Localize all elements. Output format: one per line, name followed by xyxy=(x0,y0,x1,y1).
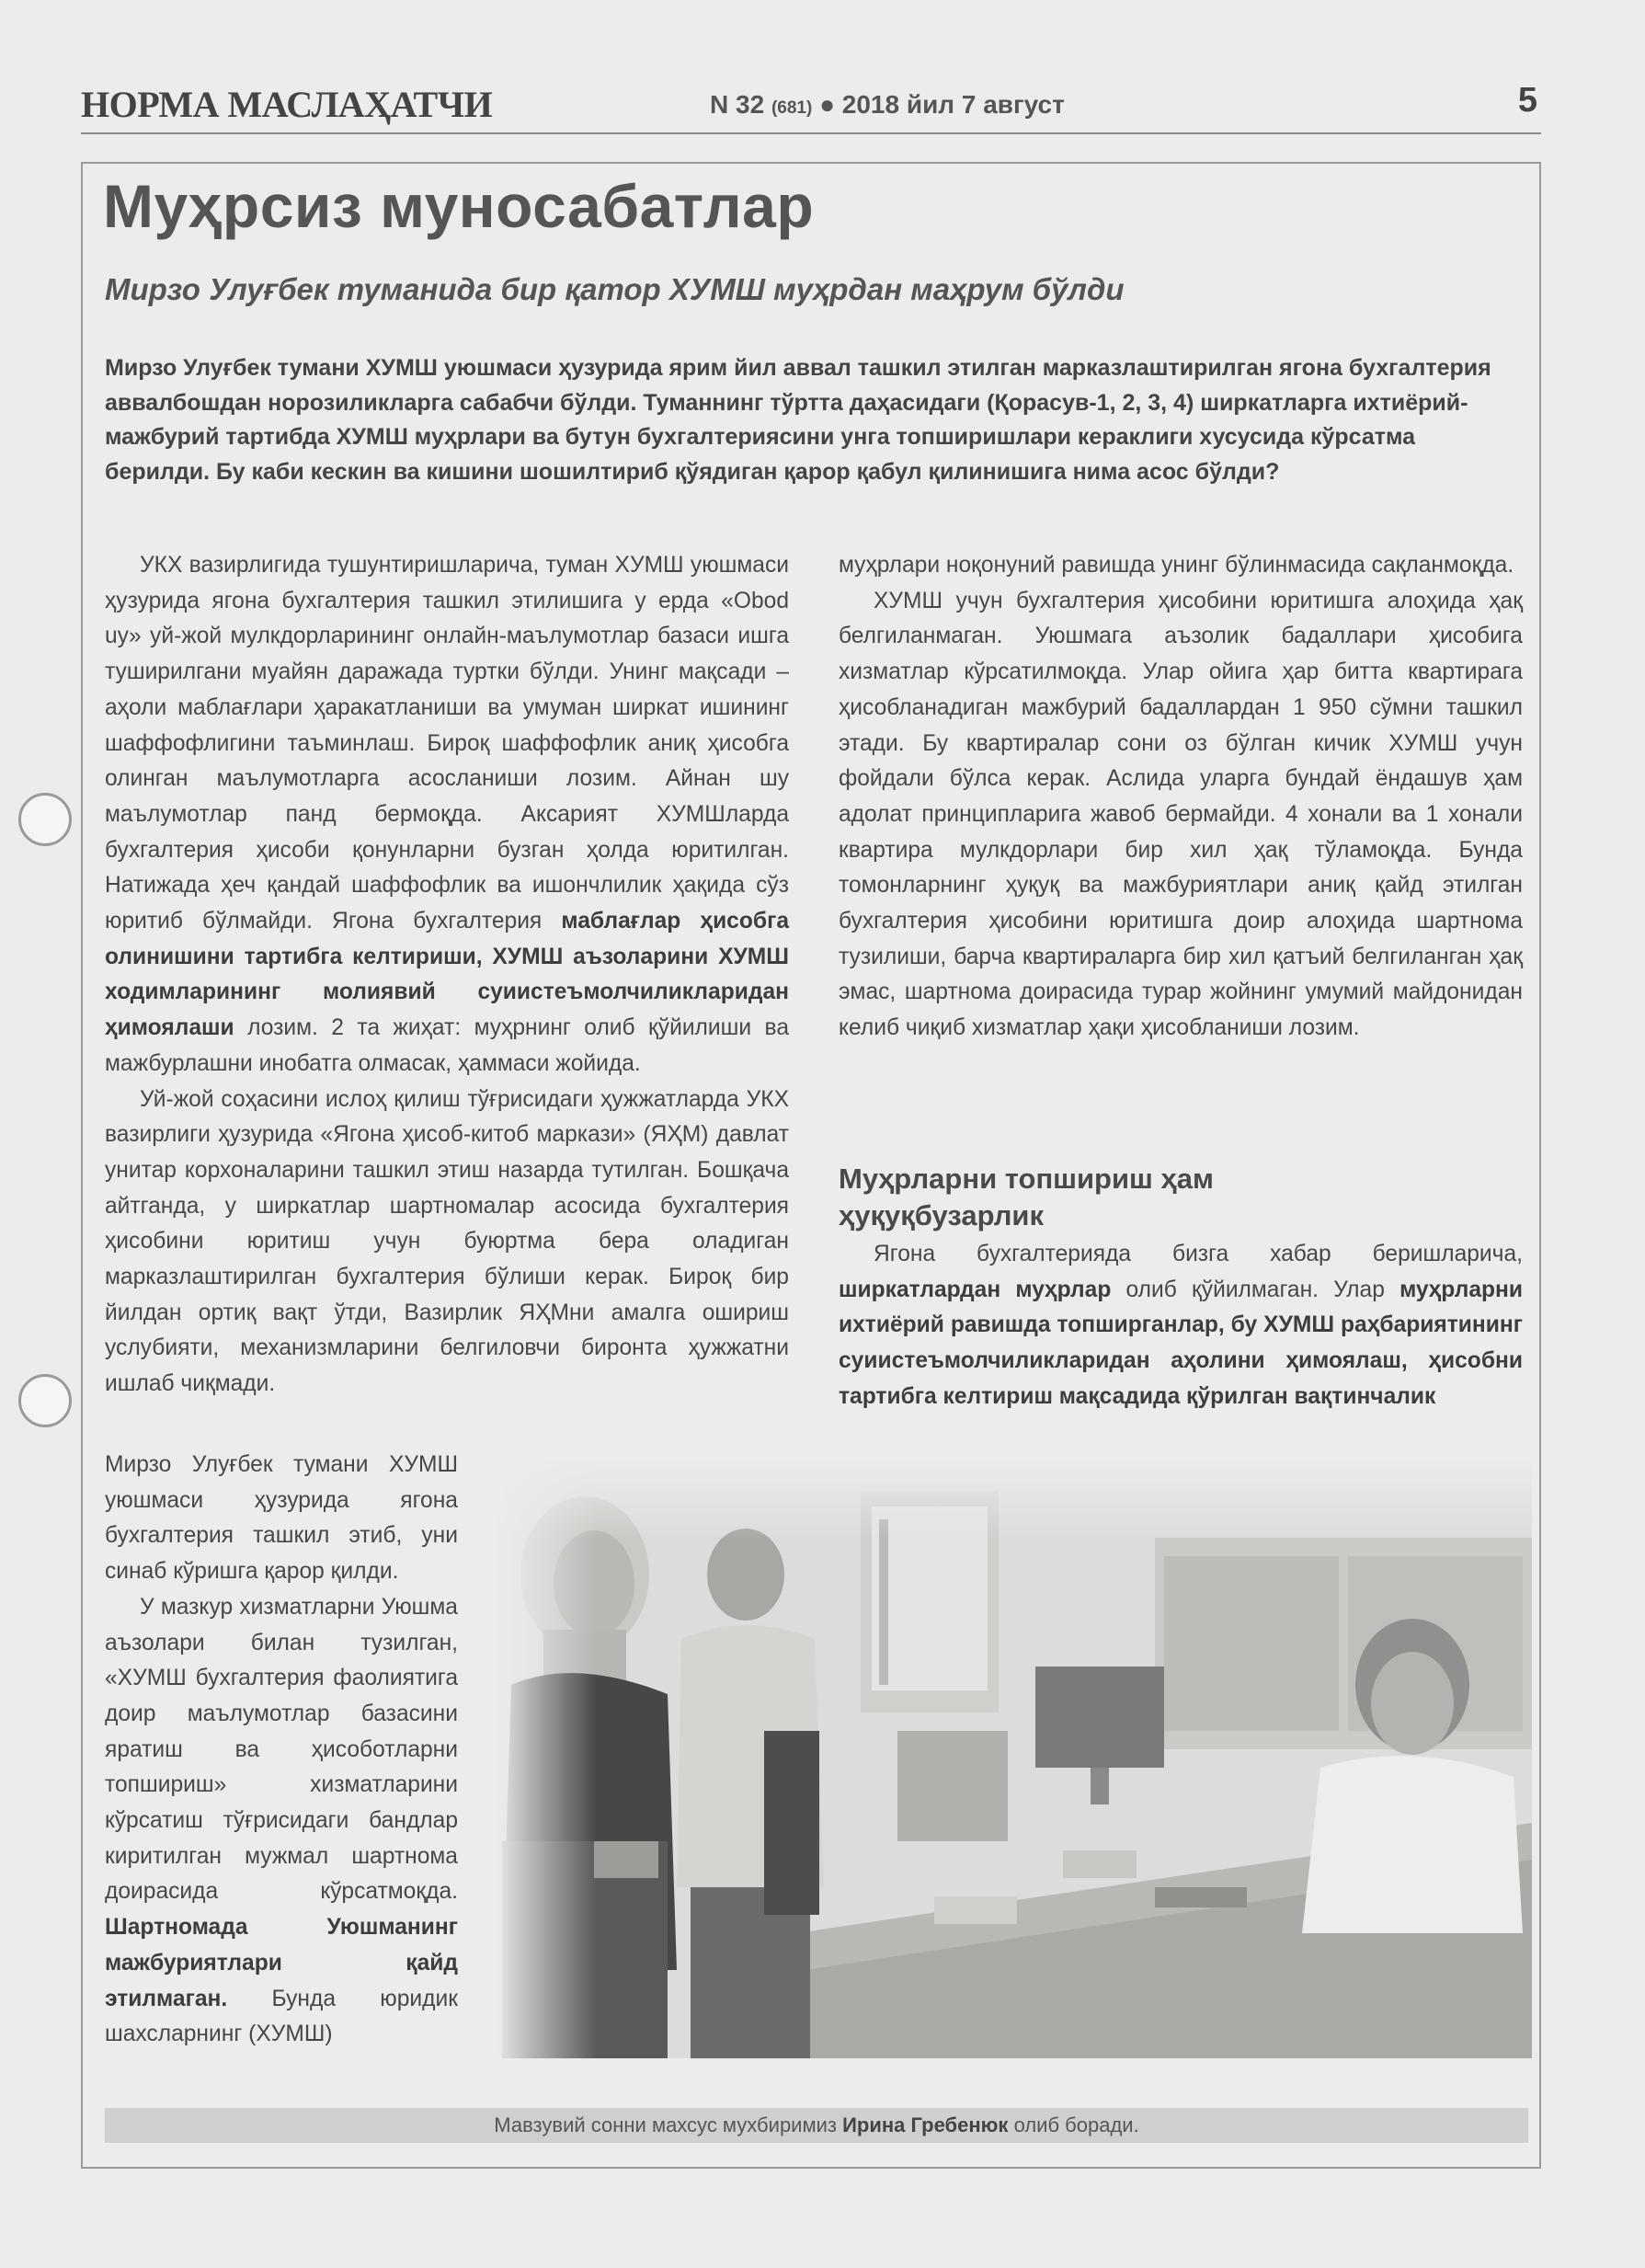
page-number: 5 xyxy=(1517,81,1537,120)
article-subtitle: Мирзо Улуғбек туманида бир қатор ХУМШ муҳрдан маҳрум бўлди xyxy=(105,272,1125,306)
right-column-section xyxy=(839,1237,1523,1415)
left-paragraph-2-end: Мирзо Улуғбек тумани ХУМШ уюшмаси ҳузурида ягона бухгалтерия ташкил этиб, уни синаб кўришга қарор қилди. xyxy=(105,1452,458,1585)
office-photo xyxy=(493,1455,1532,2058)
left-paragraph-1: УКХ вазирлигида тушунтиришларича, туман ХУМШ уюшмаси ҳузурида ягона бухгалтерия ташкил этилишига у ерда «Obod uy» уй-жой мулкдорларининг онлайн-маълумотлар базаси ишга туширилгани муайян даражада туртки бўлди. Унинг мақсади – аҳоли маблағлари ҳаракатланиши ва умуман ширкат ишининг шаффофлигини таъминлаш. Бироқ шаффофлик аниқ ҳисобга олинган маълумотларга асосланиши лозим. Айнан шу маълумотлар панд бермоқда. Аксарият ХУМШларда бухгалтерия ҳисоби қонунларни бузган ҳолда юритилган. Натижада ҳеч қандай шаффофлик ва ишончлилик ҳақида сўз юритиб бўлмайди. Ягона бухгалтерия маблағлар ҳисобга олинишини тартибга келтириши, ХУМШ аъзоларини ХУМШ ходимларининг молиявий суиистеъмолчиликларидан ҳимоялаши лозим. 2 та жиҳат: муҳрнинг олиб қўйилиши ва мажбурлашни инобатга олмасак, ҳаммаси жойида. xyxy=(105,553,789,1076)
article-lead: Мирзо Улуғбек тумани ХУМШ уюшмаси ҳузурида ярим йил аввал ташкил этилган марказлаштирилган ягона бухгалтерия аввалбошдан норозиликларга сабабчи бўлди. Туманнинг тўртта даҳасидаги (Қорасув-1, 2, 3, 4) ширкатларга ихтиёрий-мажбурий тартибда ХУМШ муҳрлари ва бутун бухгалтериясини унга топширишлари кераклиги хусусида кўрсатма берилди. Бу каби кескин ва кишини шошилтириб қўядиган қарор қабул қилинишига нима асос бўлди? xyxy=(105,355,1491,485)
photo-caption: Мавзувий сонни махсус мухбиримиз Ирина Гребенюк олиб боради. xyxy=(105,2108,1528,2143)
right-column xyxy=(839,548,1523,1047)
left-column xyxy=(105,548,789,1403)
issue-line xyxy=(710,90,1065,120)
issue-date: 2018 йил 7 август xyxy=(841,90,1065,119)
right-paragraph-1: муҳрлари ноқонуний равишда унинг бўлинмасида сақланмоқда. xyxy=(839,553,1514,578)
issue-serial: (681) xyxy=(771,98,813,118)
right-paragraph-2: ХУМШ учун бухгалтерия ҳисобини юритишга алоҳида ҳақ белгиланмаган. Уюшмага аъзолик бадаллари ҳисобига хизматлар кўрсатилмоқда. Улар ойига ҳар битта квартирага ҳисобланадиган мажбурий бадаллардан 1 950 сўмни ташкил этади. Бу квартиралар сони оз бўлган кичик ХУМШ учун фойдали бўлса керак. Аслида уларга бундай ёндашув ҳам адолат принципларига жавоб бермайди. 4 хонали ва 1 хонали квартира мулкдорлари бир хил ҳақ тўламоқда. Бунда томонларнинг ҳуқуқ ва мажбуриятлари аниқ қайд этилган бухгалтерия ҳисобини юритишга доир алоҳида шартнома тузилиши, барча квартираларга бир хил қатъий белгиланган ҳақ эмас, шартнома доирасида турар жойнинг умумий майдонидан келиб чиқиб хизматлар ҳақи ҳисобланиши лозим. xyxy=(839,588,1523,1041)
masthead xyxy=(81,81,1541,134)
binder-hole-top xyxy=(18,793,72,846)
left-narrow-column xyxy=(105,1448,458,2053)
right-paragraph-3: Ягона бухгалтерияда бизга хабар беришларича, ширкатлардан муҳрлар олиб қўйилмаган. Улар муҳрларни ихтиёрий равишда топширганлар, бу ХУМШ раҳбариятининг суиистеъмолчиликларидан аҳолини ҳимоялаш, ҳисобни тартибга келтириш мақсадида қўрилган вақтинчалик xyxy=(839,1242,1523,1409)
binder-hole-bottom xyxy=(18,1374,72,1427)
left-paragraph-3: У мазкур хизматларни Уюшма аъзолари билан тузилган, «ХУМШ бухгалтерия фаолиятига доир маълумотлар базасини яратиш ва ҳисоботларни топшириш» хизматларини кўрсатиш тўғрисидаги бандлар киритилган мужмал шартнома доирасида кўрсатмоқда. Шартномада Уюшманинг мажбуриятлари қайд этилмаган. Бунда юридик шахсларнинг (ХУМШ) xyxy=(105,1594,458,2047)
paper-name: НОРМА МАСЛАҲАТЧИ xyxy=(81,84,493,125)
section-title: Муҳрларни топшириш ҳам ҳуқуқбузарлик xyxy=(839,1163,1214,1231)
bullet-icon: ● xyxy=(819,90,835,119)
issue-number: N 32 xyxy=(710,90,765,119)
article-title: Муҳрсиз муносабатлар xyxy=(103,172,815,240)
left-paragraph-2: Уй-жой соҳасини ислоҳ қилиш тўғрисидаги ҳужжатларда УКХ вазирлиги ҳузурида «Ягона ҳисоб-китоб маркази» (ЯҲМ) давлат унитар корхоналарини ташкил этиш назарда тутилган. Бошқача айтганда, у ширкатлар шартномалар асосида бухгалтерия ҳисобини юритиш учун буюртма бера оладиган марказлаштирилган бухгалтерия бўлиши керак. Бироқ бир йилдан ортиқ вақт ўтди, Вазирлик ЯҲМни амалга ошириш услубияти, механизмларини белгиловчи биронта ҳужжатни ишлаб чиқмади. xyxy=(105,1086,789,1397)
